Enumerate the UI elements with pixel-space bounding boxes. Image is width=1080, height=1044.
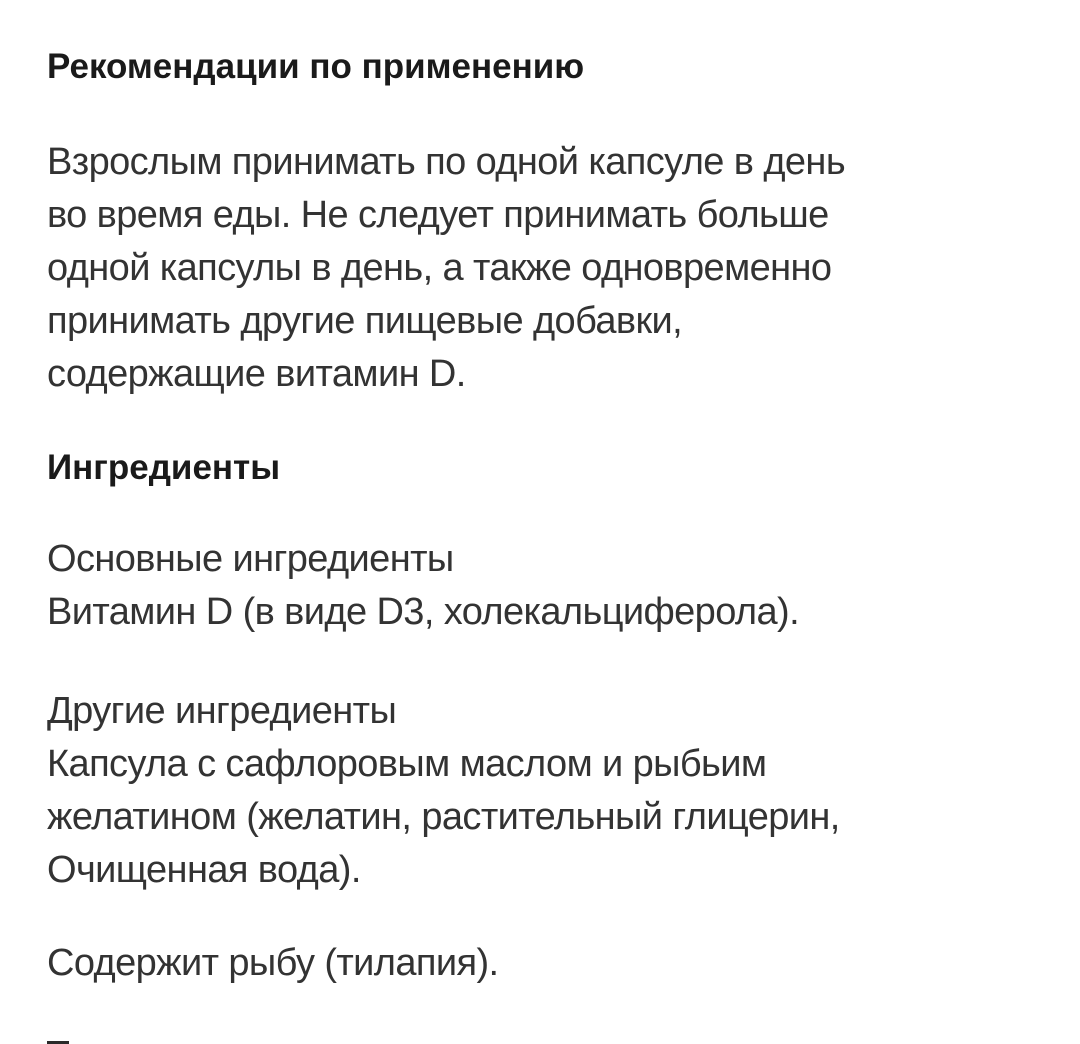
main-ingredients-title: Основные ингредиенты (47, 538, 454, 580)
usage-text (47, 136, 845, 401)
other-ingredients-line: Капсула с сафлоровым маслом и рыбьим (47, 743, 767, 785)
other-ingredients-block (47, 685, 840, 897)
usage-heading: Рекомендации по применению (47, 47, 585, 86)
main-ingredients-block (47, 533, 799, 639)
allergen-notice (47, 937, 499, 990)
other-ingredients-line: Очищенная вода). (47, 849, 361, 891)
usage-line: содержащие витамин D. (47, 353, 466, 395)
usage-line: во время еды. Не следует принимать больше (47, 194, 829, 236)
usage-line: принимать другие пищевые добавки, (47, 300, 683, 342)
allergen-text: Содержит рыбу (тилапия). (47, 942, 499, 984)
ingredients-heading: Ингредиенты (47, 448, 281, 487)
usage-line: Взрослым принимать по одной капсуле в день (47, 141, 846, 183)
other-ingredients-line: желатином (желатин, растительный глицерин, (47, 796, 840, 838)
main-ingredients-text: Витамин D (в виде D3, холекальциферола). (47, 591, 800, 633)
other-ingredients-title: Другие ингредиенты (47, 690, 397, 732)
usage-line: одной капсулы в день, а также одновременно (47, 247, 832, 289)
